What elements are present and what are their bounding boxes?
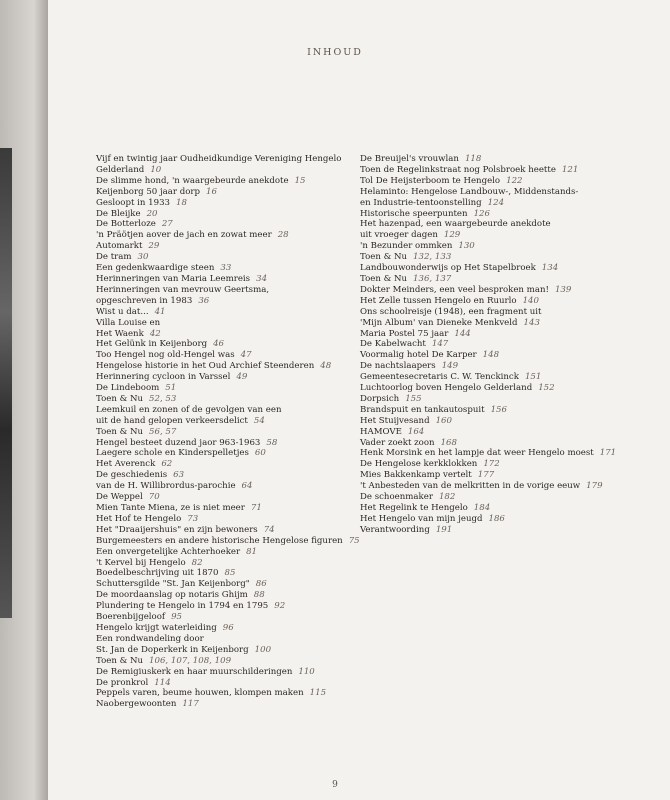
- toc-entry-page: 121: [561, 164, 579, 175]
- toc-entry-page: 132, 133: [413, 252, 452, 263]
- toc-entry-title: De pronkrol: [96, 677, 149, 688]
- toc-entry-page: 27: [161, 219, 173, 230]
- toc-entry-title: Luchtoorlog boven Hengelo Gelderland: [360, 383, 533, 394]
- toc-entry: [360, 372, 620, 383]
- toc-entry-title: Naobergewoonten: [96, 699, 177, 710]
- toc-entry-title: Hengelo krijgt waterleiding: [96, 622, 217, 633]
- toc-entry-title: Henk Morsink en het lampje dat weer Hengelo moest: [360, 448, 594, 459]
- toc-entry: [360, 525, 620, 536]
- toc-entry-title: De Weppel: [96, 492, 143, 503]
- toc-entry: [96, 535, 360, 547]
- toc-entry-title: Verantwoording: [360, 524, 430, 535]
- toc-entry-page: 160: [435, 415, 452, 426]
- toc-entry: [96, 318, 356, 329]
- toc-entry-page: 73: [187, 513, 199, 524]
- toc-entry-title: 't Kervel bij Hengelo: [96, 557, 186, 568]
- toc-entry-title: Herinnering cycloon in Varssel: [96, 372, 231, 383]
- toc-entry-title: Dokter Meinders, een veel besproken man!: [360, 284, 549, 295]
- toc-entry-page: 86: [255, 579, 267, 590]
- toc-entry-page: 70: [148, 492, 160, 503]
- toc-entry: [360, 154, 620, 165]
- toc-entry-page: 20: [146, 208, 158, 219]
- toc-entry: [360, 361, 620, 372]
- toc-entry-title: van de H. Willibrordus-parochie: [96, 481, 236, 492]
- toc-entry-page: 144: [454, 328, 471, 339]
- toc-entry-page: 96: [222, 622, 234, 633]
- toc-entry-page: 30: [137, 252, 149, 263]
- toc-entry: [96, 296, 356, 307]
- toc-entry: [360, 230, 620, 241]
- toc-entry: [96, 230, 356, 241]
- toc-entry: [96, 263, 356, 274]
- toc-entry: [360, 416, 620, 427]
- toc-entry-page: 54: [253, 415, 265, 426]
- toc-entry-page: 184: [473, 503, 491, 513]
- toc-entry-page: 56, 57: [149, 426, 177, 437]
- toc-entry-title: Een rondwandeling door: [96, 633, 204, 644]
- toc-entry: [96, 350, 356, 361]
- toc-entry-title: Boerenbijgeloof: [96, 612, 166, 623]
- toc-entry: [360, 492, 620, 503]
- toc-entry: [96, 154, 356, 165]
- toc-entry-title: Voormalig hotel De Karper: [360, 350, 477, 361]
- toc-entry-title: Gemeentesecretaris C. W. Tenckinck: [360, 372, 519, 383]
- toc-entry-page: 126: [473, 208, 490, 219]
- toc-entry: [96, 241, 356, 252]
- toc-right-column: [360, 154, 620, 536]
- toc-entry-page: 191: [435, 524, 453, 535]
- toc-entry-page: 182: [438, 492, 456, 503]
- page-number: 9: [332, 780, 338, 790]
- toc-entry-title: De Remigiuskerk en haar muurschilderingen: [96, 666, 293, 677]
- toc-entry-title: Herinneringen van mevrouw Geertsma,: [96, 284, 270, 295]
- toc-entry-title: De Bleijke: [96, 208, 141, 219]
- toc-entry-title: uit vroeger dagen: [360, 230, 438, 241]
- toc-entry-title: Automarkt: [96, 241, 143, 252]
- toc-entry: [96, 165, 356, 176]
- toc-entry: [360, 187, 620, 198]
- toc-entry-title: Toen & Nu: [360, 273, 408, 284]
- toc-entry-page: 149: [441, 361, 459, 372]
- toc-entry: [96, 678, 356, 689]
- toc-entry: [360, 263, 620, 274]
- toc-entry: [360, 459, 620, 470]
- toc-entry-title: Toen de Regelinkstraat nog Polsbroek heette: [360, 164, 556, 175]
- toc-entry: [96, 427, 356, 438]
- toc-entry: [360, 296, 620, 307]
- toc-entry: [96, 307, 356, 318]
- toc-entry-page: 129: [443, 230, 461, 241]
- toc-entry-page: 151: [524, 372, 542, 383]
- toc-entry-title: Het Waenk: [96, 328, 144, 339]
- toc-entry: [96, 547, 356, 558]
- toc-entry-title: Peppels varen, beume houwen, klompen maken: [96, 688, 304, 699]
- toc-entry: [360, 318, 620, 329]
- toc-entry-title: Vijf en twintig jaar Oudheidkundige Vereniging Hengelo: [96, 154, 342, 164]
- toc-entry-title: Het Averenck: [96, 459, 156, 470]
- toc-entry-title: Landbouwonderwijs op Het Stapelbroek: [360, 263, 536, 274]
- toc-entry-title: De Lindeboom: [96, 383, 160, 394]
- toc-entry-title: St. Jan de Doperkerk in Keijenborg: [96, 644, 249, 655]
- toc-entry-page: 60: [254, 448, 266, 459]
- toc-entry-page: 16: [206, 186, 217, 197]
- toc-entry: [96, 459, 356, 470]
- toc-entry-title: Het Regelink te Hengelo: [360, 503, 468, 513]
- toc-entry: [360, 383, 620, 394]
- toc-entry: [360, 241, 620, 252]
- toc-entry-title: Het Zelle tussen Hengelo en Ruurlo: [360, 295, 517, 306]
- toc-entry: [96, 601, 356, 612]
- toc-entry-title: Maria Postel 75 jaar: [360, 328, 449, 339]
- toc-entry: [96, 405, 356, 416]
- toc-entry-title: Too Hengel nog old-Hengel was: [96, 350, 235, 361]
- toc-entry-page: 36: [198, 295, 210, 306]
- toc-entry-title: De Hengelose kerkklokken: [360, 459, 478, 470]
- toc-entry-page: 48: [320, 361, 332, 372]
- toc-entry-title: Villa Louise en: [96, 317, 161, 328]
- toc-entry-page: 15: [294, 175, 306, 186]
- toc-entry-title: De geschiedenis: [96, 470, 168, 481]
- toc-entry-page: 71: [250, 503, 262, 513]
- toc-entry-page: 118: [464, 154, 482, 164]
- toc-entry: [96, 339, 356, 350]
- toc-entry: [96, 209, 356, 220]
- toc-entry-title: HAMOVE: [360, 426, 402, 437]
- toc-entry-title: De Breuijel's vrouwlan: [360, 154, 459, 164]
- toc-entry-page: 177: [477, 470, 495, 481]
- toc-entry-title: 'n Präötjen aover de jach en zowat meer: [96, 230, 272, 241]
- toc-entry: [96, 285, 356, 296]
- toc-entry-title: Hengelose historie in het Oud Archief Steenderen: [96, 361, 315, 372]
- toc-entry: [360, 209, 620, 220]
- toc-entry: [96, 329, 356, 340]
- toc-entry-title: Herinneringen van Maria Leemreis: [96, 273, 251, 284]
- toc-entry: [96, 656, 356, 667]
- toc-entry-title: Burgemeesters en andere historische Hengelose figuren: [96, 535, 343, 546]
- toc-entry-title: Vader zoekt zoon: [360, 437, 435, 448]
- toc-entry-page: 52, 53: [149, 393, 177, 404]
- toc-entry: [96, 394, 356, 405]
- toc-entry: [360, 285, 620, 296]
- toc-entry-page: 46: [213, 339, 225, 350]
- toc-entry: [96, 667, 356, 678]
- toc-entry: [360, 274, 620, 285]
- toc-entry-page: 106, 107, 108, 109: [149, 655, 232, 666]
- toc-entry-page: 95: [171, 612, 183, 623]
- toc-entry-page: 33: [220, 263, 232, 274]
- toc-entry-title: De Botterloze: [96, 219, 156, 230]
- toc-entry-title: Laegere schole en Kinderspelletjes: [96, 448, 249, 459]
- toc-entry: [96, 514, 356, 525]
- toc-entry-page: 58: [266, 437, 278, 448]
- toc-entry-page: 140: [522, 295, 539, 306]
- toc-entry: [96, 448, 356, 459]
- toc-entry-page: 64: [241, 481, 253, 492]
- toc-entry: [96, 416, 356, 427]
- toc-entry-title: Toen & Nu: [360, 252, 408, 263]
- toc-entry-page: 164: [407, 426, 425, 437]
- toc-entry-page: 41: [154, 306, 166, 317]
- toc-entry-title: Het Hengelo van mijn jeugd: [360, 513, 483, 524]
- toc-entry: [96, 558, 356, 569]
- toc-entry-title: Keijenborg 50 jaar dorp: [96, 186, 201, 197]
- toc-entry: [96, 503, 356, 514]
- toc-entry-page: 92: [274, 601, 286, 612]
- toc-entry-title: Hengel besteet duzend jaor 963-1963: [96, 437, 261, 448]
- toc-entry-page: 186: [488, 513, 505, 524]
- toc-entry-page: 143: [523, 317, 540, 328]
- toc-entry-title: Het Stuijvesand: [360, 415, 430, 426]
- toc-entry-page: 63: [173, 470, 185, 481]
- toc-entry: [360, 252, 620, 263]
- toc-entry: [96, 274, 356, 285]
- toc-entry-title: Tol De Heijsterboom te Hengelo: [360, 175, 501, 186]
- toc-entry-title: Leemkuil en zonen of de gevolgen van een: [96, 404, 282, 415]
- toc-entry: [96, 623, 356, 634]
- toc-entry-page: 110: [298, 666, 315, 677]
- toc-entry: [96, 438, 356, 449]
- toc-entry-page: 139: [554, 284, 572, 295]
- toc-entry-title: De slimme hond, 'n waargebeurde anekdote: [96, 175, 289, 186]
- toc-entry-title: Het Hof te Hengelo: [96, 513, 182, 524]
- toc-entry: [96, 645, 356, 656]
- toc-entry-page: 168: [440, 437, 457, 448]
- toc-entry-title: Het "Draaijershuis" en zijn bewoners: [96, 524, 258, 535]
- toc-entry-title: Brandspuit en tankautospuit: [360, 404, 485, 415]
- toc-entry-title: De Kabelwacht: [360, 339, 426, 350]
- toc-entry: [96, 176, 356, 187]
- toc-entry-page: 152: [538, 383, 555, 394]
- toc-entry-page: 75: [348, 535, 360, 546]
- toc-entry: [96, 634, 356, 645]
- toc-entry-page: 42: [149, 328, 161, 339]
- toc-entry-page: 85: [224, 568, 236, 579]
- toc-entry-page: 148: [482, 350, 500, 361]
- toc-entry-page: 47: [240, 350, 252, 361]
- page-title: INHOUD: [307, 47, 363, 58]
- toc-entry-page: 114: [154, 677, 171, 688]
- toc-left-column: [96, 154, 360, 710]
- toc-entry: [96, 699, 356, 710]
- toc-entry: [360, 339, 620, 350]
- toc-entry: [360, 198, 620, 209]
- toc-entry: [96, 187, 356, 198]
- toc-entry-title: Dorpsich: [360, 393, 400, 404]
- toc-entry-title: Toen & Nu: [96, 393, 144, 404]
- toc-entry: [360, 448, 620, 459]
- toc-entry-page: 74: [263, 524, 275, 535]
- facing-page-photo-edge: [0, 148, 12, 618]
- toc-entry: [96, 525, 356, 536]
- toc-entry: [96, 688, 356, 699]
- toc-entry-page: 130: [458, 241, 475, 252]
- toc-entry-title: De schoenmaker: [360, 492, 433, 503]
- toc-entry-title: opgeschreven in 1983: [96, 295, 193, 306]
- toc-entry: [96, 252, 356, 263]
- toc-entry: [360, 481, 620, 492]
- toc-entry-title: Gesloopt in 1933: [96, 197, 171, 208]
- toc-entry-title: Ons schoolreisje (1948), een fragment uit: [360, 306, 542, 317]
- toc-entry-title: Het hazenpad, een waargebeurde anekdote: [360, 219, 551, 230]
- toc-entry-title: en Industrie-tentoonstelling: [360, 197, 482, 208]
- toc-entry-title: Het Gelünk in Keijenborg: [96, 339, 208, 350]
- toc-entry-page: 124: [487, 197, 505, 208]
- toc-entry-page: 155: [405, 393, 422, 404]
- toc-entry: [360, 470, 620, 481]
- toc-entry-page: 49: [236, 372, 248, 383]
- toc-entry-title: 't Anbesteden van de melkritten in de vorige eeuw: [360, 481, 581, 492]
- toc-entry: [360, 307, 620, 318]
- toc-entry: [96, 219, 356, 230]
- toc-entry-page: 172: [483, 459, 500, 470]
- toc-entry-page: 29: [148, 241, 160, 252]
- toc-entry-title: Toen & Nu: [96, 426, 144, 437]
- toc-entry-page: 100: [254, 644, 272, 655]
- toc-entry-page: 179: [586, 481, 603, 492]
- toc-entry-title: De nachtslaapers: [360, 361, 436, 372]
- toc-entry-title: Toen & Nu: [96, 655, 144, 666]
- toc-entry-title: 'n Bezunder ommken: [360, 241, 453, 252]
- toc-entry-title: 'Mijn Album' van Dieneke Menkveld: [360, 317, 518, 328]
- toc-entry-title: Mies Bakkenkamp vertelt: [360, 470, 472, 481]
- toc-entry-page: 51: [165, 383, 177, 394]
- toc-entry: [96, 579, 356, 590]
- toc-entry-page: 88: [253, 590, 265, 601]
- toc-entry: [360, 350, 620, 361]
- toc-entry-title: Historische speerpunten: [360, 208, 468, 219]
- toc-entry: [96, 481, 356, 492]
- toc-entry-title: uit de hand gelopen verkeersdelict: [96, 415, 248, 426]
- toc-entry-page: 134: [541, 263, 559, 274]
- toc-entry: [360, 394, 620, 405]
- toc-entry: [96, 612, 356, 623]
- toc-entry: [360, 514, 620, 525]
- toc-entry-page: 147: [431, 339, 449, 350]
- toc-entry: [96, 198, 356, 209]
- toc-entry-title: De tram: [96, 252, 132, 263]
- toc-entry-page: 136, 137: [413, 273, 452, 284]
- toc-entry: [96, 372, 356, 383]
- toc-entry-title: Helaminto: Hengelose Landbouw-, Middenstands-: [360, 186, 579, 197]
- toc-entry: [360, 165, 620, 176]
- toc-entry-title: Mien Tante Miena, ze is niet meer: [96, 503, 245, 513]
- toc-entry: [360, 438, 620, 449]
- toc-entry: [96, 568, 356, 579]
- toc-entry-title: Boedelbeschrijving uit 1870: [96, 568, 219, 579]
- toc-entry: [96, 590, 356, 601]
- toc-entry: [360, 176, 620, 187]
- toc-entry: [360, 405, 620, 416]
- toc-entry-page: 81: [246, 546, 258, 557]
- toc-entry: [96, 470, 356, 481]
- toc-entry-title: De moordaanslag op notaris Ghijm: [96, 590, 248, 601]
- toc-entry-title: Een gedenkwaardige steen: [96, 263, 215, 274]
- toc-entry-page: 62: [161, 459, 173, 470]
- toc-entry: [360, 503, 620, 514]
- toc-entry: [96, 492, 356, 503]
- toc-entry-title: Plundering te Hengelo in 1794 en 1795: [96, 601, 269, 612]
- toc-entry-page: 28: [277, 230, 289, 241]
- toc-entry-page: 171: [599, 448, 617, 459]
- toc-entry: [360, 427, 620, 438]
- toc-entry-title: Een onvergetelijke Achterhoeker: [96, 546, 241, 557]
- toc-entry-title: Gelderland: [96, 164, 145, 175]
- toc-entry-page: 156: [490, 404, 507, 415]
- toc-entry-page: 18: [176, 197, 187, 208]
- toc-entry-page: 82: [191, 557, 203, 568]
- toc-entry-title: Wist u dat...: [96, 306, 149, 317]
- toc-entry-page: 122: [506, 175, 523, 186]
- toc-entry-page: 10: [150, 164, 162, 175]
- toc-entry: [360, 329, 620, 340]
- toc-entry-page: 34: [256, 273, 268, 284]
- toc-entry: [96, 361, 356, 372]
- toc-entry-page: 117: [182, 699, 199, 710]
- toc-entry: [360, 219, 620, 230]
- toc-entry-title: Schuttersgilde "St. Jan Keijenborg": [96, 579, 250, 590]
- toc-entry-page: 115: [309, 688, 327, 699]
- toc-entry: [96, 383, 356, 394]
